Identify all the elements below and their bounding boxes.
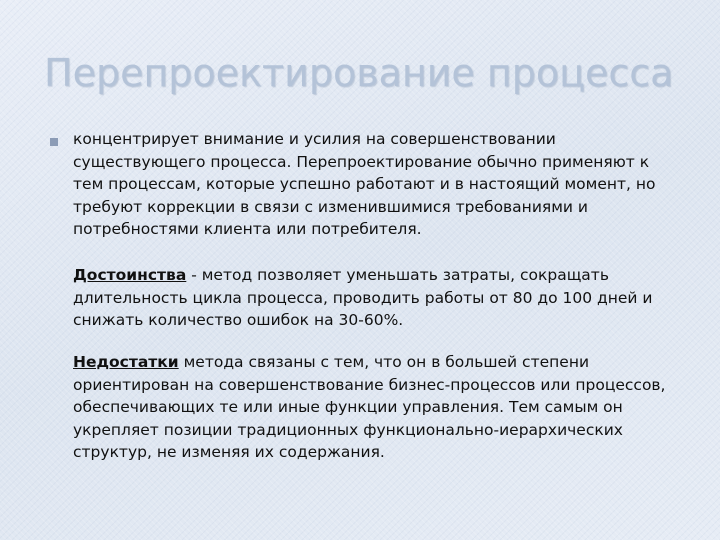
disadvantages-term: Недостатки [73, 353, 179, 371]
slide-title: Перепроектирование процесса [44, 51, 674, 95]
paragraph-intro-text: концентрирует внимание и усилия на совершенствовании существующего процесса. Перепроектирование обычно применяют к тем процессам, которые успешно работают и в настоящий момент, но требуют коррекции в связи с изменившимися требованиями и потребностями клиента или потребителя. [73, 130, 656, 238]
square-bullet-icon [50, 138, 58, 146]
disadvantages-text: метода связаны с тем, что он в большей степени ориентирован на совершенствование бизнес-процессов или процессов, обеспечивающих те или иные функции управления. Тем самым он укрепляет позиции традиционных функционально-иерархических структур, не изменяя их содержания. [73, 353, 666, 461]
paragraph-disadvantages [73, 351, 683, 464]
advantages-term: Достоинства [73, 266, 187, 284]
paragraph-intro [73, 128, 683, 241]
advantages-text: - метод позволяет уменьшать затраты, сокращать длительность цикла процесса, проводить работы от 80 до 100 дней и снижать количество ошибок на 30-60%. [73, 266, 653, 329]
paragraph-advantages [73, 264, 683, 332]
